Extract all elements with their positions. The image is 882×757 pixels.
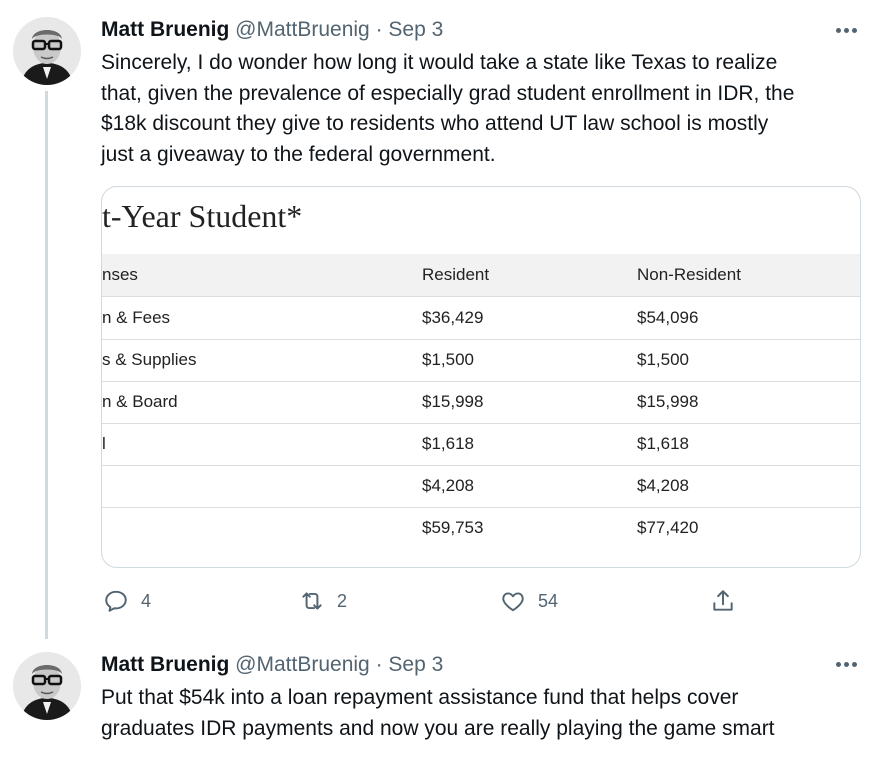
reply-count: 4 bbox=[141, 590, 152, 611]
table-row bbox=[102, 297, 860, 340]
tweet-header bbox=[101, 651, 443, 679]
table-cell: $15,998 bbox=[637, 392, 699, 411]
retweet-icon bbox=[299, 588, 325, 614]
table-cell: $54,096 bbox=[637, 308, 699, 327]
author-name[interactable]: Matt Bruenig bbox=[101, 653, 230, 676]
tweet-text bbox=[101, 683, 861, 744]
tweet-text-line: graduates IDR payments and now you are really playing the game smart bbox=[101, 716, 775, 740]
table-cell: s & Supplies bbox=[102, 350, 197, 369]
author-handle[interactable]: @MattBruenig bbox=[235, 18, 370, 41]
table-cell: $77,420 bbox=[637, 518, 699, 537]
table-header bbox=[102, 254, 860, 297]
card-title: t-Year Student* bbox=[102, 198, 303, 234]
table-row bbox=[102, 465, 860, 508]
more-icon[interactable] bbox=[828, 652, 864, 676]
avatar-image bbox=[13, 17, 81, 85]
tweet-header bbox=[101, 16, 443, 44]
retweet-count: 2 bbox=[337, 590, 348, 611]
table-row bbox=[102, 381, 860, 424]
avatar-image bbox=[13, 652, 81, 720]
tweet-text-line: $18k discount they give to residents who attend UT law school is mostly bbox=[101, 112, 769, 135]
tweet-text-line: Sincerely, I do wonder how long it would take a state like Texas to realize bbox=[101, 51, 778, 74]
like-count: 54 bbox=[538, 590, 559, 611]
table-cell: $4,208 bbox=[637, 476, 689, 495]
retweet-button[interactable] bbox=[299, 586, 347, 616]
table-cell: $15,998 bbox=[422, 392, 484, 411]
table-cell: $36,429 bbox=[422, 308, 484, 327]
embedded-image-card[interactable] bbox=[101, 186, 861, 568]
separator-dot: · bbox=[375, 18, 383, 41]
table-row bbox=[102, 507, 860, 549]
table-cell: $1,618 bbox=[422, 434, 474, 453]
table-header-cell: Non-Resident bbox=[637, 265, 741, 284]
table-cell: $4,208 bbox=[422, 476, 474, 495]
reply-button[interactable] bbox=[103, 586, 151, 616]
table-cell: $1,618 bbox=[637, 434, 689, 453]
reply-icon bbox=[103, 588, 129, 614]
author-handle[interactable]: @MattBruenig bbox=[235, 653, 370, 676]
author-name[interactable]: Matt Bruenig bbox=[101, 18, 230, 41]
tweet-date[interactable]: Sep 3 bbox=[388, 18, 444, 41]
tweet-text-line: Put that $54k into a loan repayment assistance fund that helps cover bbox=[101, 686, 739, 709]
thread-connector-line bbox=[45, 91, 48, 639]
table-cell: n & Fees bbox=[102, 308, 171, 327]
share-icon bbox=[710, 588, 736, 614]
tweet-date[interactable]: Sep 3 bbox=[388, 653, 444, 676]
table-cell: $59,753 bbox=[422, 518, 484, 537]
tweet-text-line: that, given the prevalence of especially grad student enrollment in IDR, the bbox=[101, 81, 795, 105]
avatar[interactable] bbox=[13, 17, 81, 85]
like-icon bbox=[500, 588, 526, 614]
separator-dot: · bbox=[375, 653, 383, 676]
table-cell: l bbox=[102, 434, 106, 453]
table-cell: $1,500 bbox=[422, 350, 474, 369]
tweet-text bbox=[101, 48, 861, 170]
table-header-cell: nses bbox=[102, 265, 138, 284]
tweet-text-line: just a giveaway to the federal government. bbox=[101, 142, 496, 166]
table-row bbox=[102, 339, 860, 382]
table-cell: n & Board bbox=[102, 392, 178, 411]
share-button[interactable] bbox=[710, 586, 736, 616]
table-header-cell: Resident bbox=[422, 265, 490, 284]
table-row bbox=[102, 423, 860, 466]
avatar[interactable] bbox=[13, 652, 81, 720]
table-cell: $1,500 bbox=[637, 350, 689, 369]
like-button[interactable] bbox=[500, 586, 558, 616]
more-icon[interactable] bbox=[828, 18, 864, 42]
